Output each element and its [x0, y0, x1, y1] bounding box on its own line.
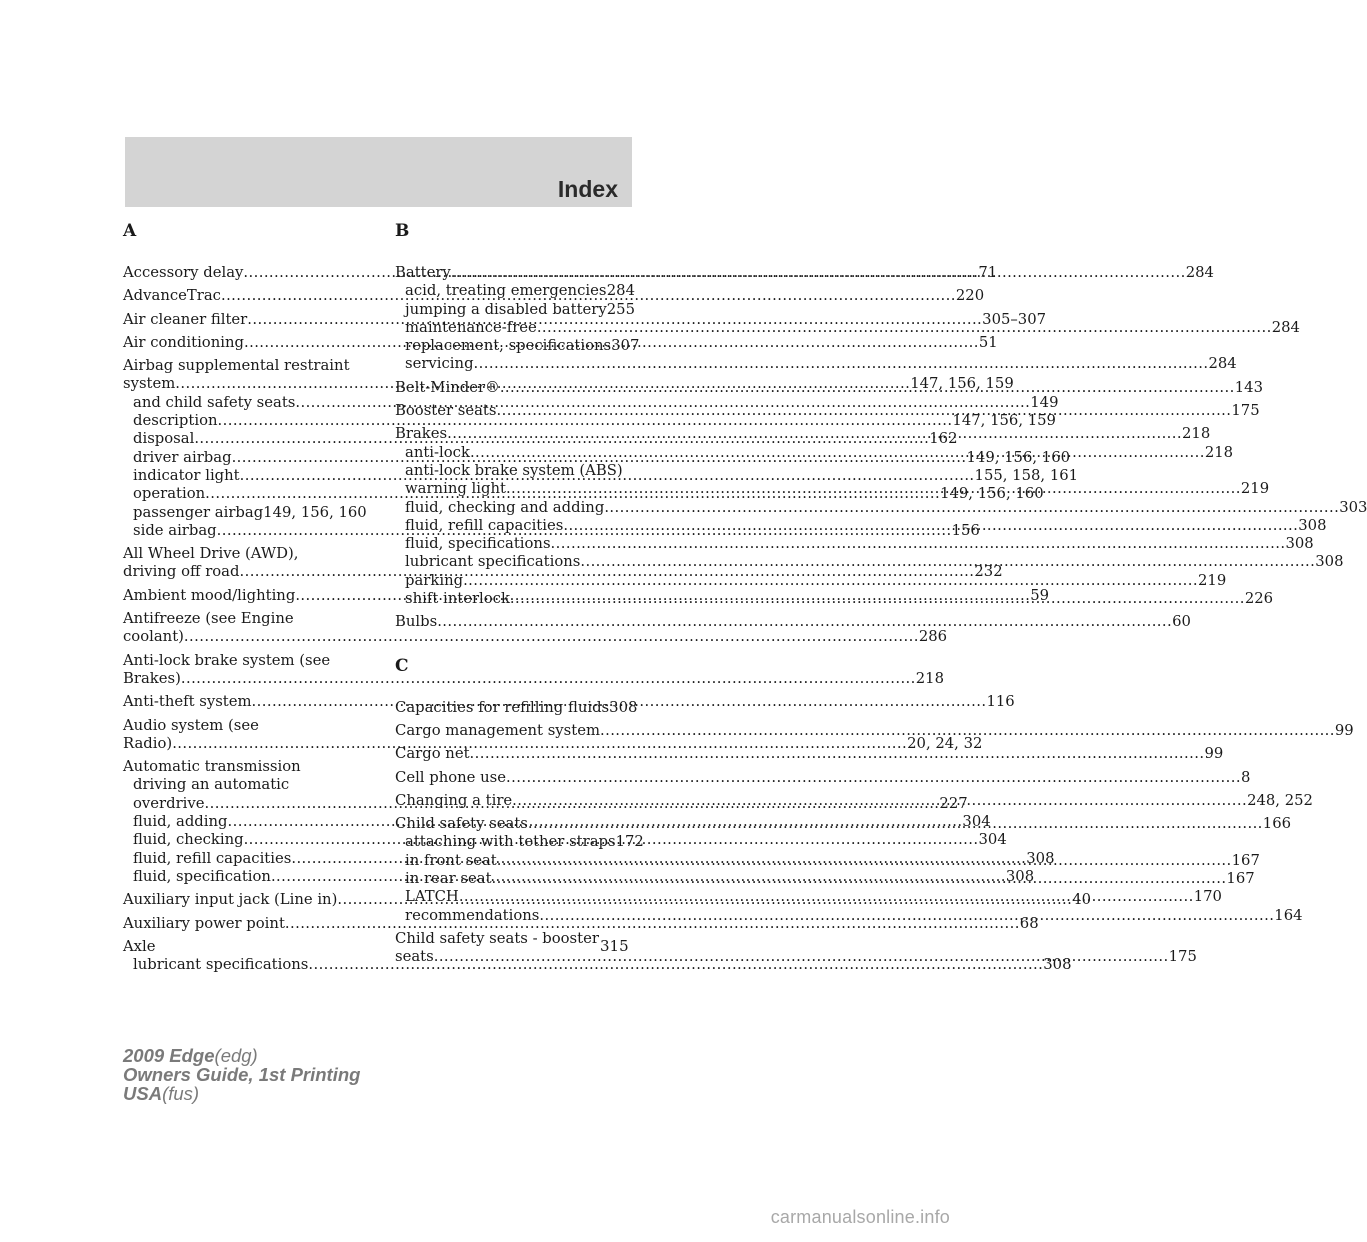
page-reference[interactable]: 147, 156, 159	[952, 412, 1056, 430]
page-reference[interactable]: 71	[978, 264, 998, 281]
page-reference[interactable]: 219	[1240, 480, 1270, 498]
entry-text: fluid, checking	[133, 831, 244, 849]
page-reference[interactable]: 305–307	[982, 310, 1047, 328]
entry-text: Axle	[123, 937, 156, 955]
section-letter: A	[123, 221, 137, 241]
page-reference[interactable]: 308	[1043, 956, 1072, 974]
entry-text: Booster seats	[395, 402, 497, 420]
entry-text: fluid, adding	[133, 813, 228, 831]
page-reference[interactable]: 116	[986, 693, 1015, 711]
footer-market: USA	[123, 1083, 163, 1104]
page-reference[interactable]: 308	[1298, 516, 1327, 534]
page-reference[interactable]: 143	[1234, 378, 1263, 396]
page-reference[interactable]: 149, 156, 160	[940, 485, 1044, 503]
entry-text: attaching with tether straps	[405, 833, 616, 851]
entry-text: Brakes	[395, 425, 448, 443]
page-reference[interactable]: 308	[1315, 553, 1344, 571]
page-reference[interactable]: 220	[955, 287, 985, 305]
dot-leader	[580, 553, 1315, 571]
page-reference[interactable]: 308	[609, 698, 638, 716]
entry-text: overdrive	[133, 794, 205, 812]
page-reference[interactable]: 284	[606, 282, 635, 300]
watermark: carmanualsonline.info	[770, 1207, 950, 1227]
entry-text: Cell phone use	[395, 768, 507, 786]
page-reference[interactable]: 149	[1030, 393, 1059, 411]
dot-leader	[539, 907, 1274, 925]
page-reference[interactable]: 255	[606, 300, 635, 318]
index-subentry[interactable]	[395, 355, 1237, 373]
page-reference[interactable]: 218	[915, 669, 945, 687]
index-line	[123, 652, 363, 670]
entry-text: LATCH	[405, 888, 459, 906]
entry-text: shift interlock	[405, 590, 510, 608]
index-subentry[interactable]	[123, 503, 367, 522]
index-subentry[interactable]	[395, 498, 1367, 517]
entry-text: acid, treating emergencies	[405, 282, 607, 300]
entry-text: in rear seat	[405, 870, 492, 888]
entry-text: Air cleaner filter	[123, 310, 248, 328]
entry-text: Anti-lock brake system (see	[123, 651, 331, 669]
entry-text: fluid, refill capacities	[133, 849, 292, 867]
dot-leader	[463, 572, 1198, 590]
index-subentry[interactable]	[123, 412, 1056, 430]
entry-text: replacement, specifications	[405, 337, 612, 355]
entry-text: recommendations	[405, 906, 540, 924]
dot-leader	[510, 590, 1245, 608]
footer-market-code: (fus)	[162, 1083, 200, 1104]
dot-leader	[563, 517, 1298, 535]
entry-text: parking	[405, 571, 464, 589]
index-subentry[interactable]	[395, 535, 1314, 553]
page-reference[interactable]: 218	[1204, 443, 1234, 461]
page-reference[interactable]: 304	[978, 831, 1007, 849]
index-line	[123, 545, 363, 563]
entry-text: warning light	[405, 480, 506, 498]
index-entry	[395, 768, 1251, 787]
entry-text: servicing	[405, 355, 474, 373]
index-line	[123, 758, 363, 776]
page-reference[interactable]: 248, 252	[1247, 791, 1313, 809]
section-gap	[395, 637, 635, 657]
page-number: 315	[600, 937, 629, 955]
page-reference[interactable]: 308	[1285, 535, 1314, 553]
page-reference[interactable]: 167	[1231, 851, 1260, 869]
page-reference[interactable]: 218	[1182, 425, 1211, 443]
header-band	[125, 137, 632, 207]
entry-text: Battery	[395, 264, 451, 281]
index-line	[123, 938, 363, 956]
page-reference[interactable]: 284	[1185, 264, 1214, 281]
entry-text: Belt-Minder®	[395, 378, 500, 396]
page-reference[interactable]: 219	[1197, 571, 1227, 589]
page-reference[interactable]: 284	[1208, 355, 1237, 373]
entry-text: Airbag supplemental restraint	[123, 357, 350, 375]
entry-text: Child safety seats - booster	[395, 929, 599, 947]
page-reference[interactable]: 307	[611, 337, 640, 355]
page-reference[interactable]: 175	[1231, 402, 1260, 420]
entry-text: AdvanceTrac	[123, 287, 221, 305]
index-subentry[interactable]	[395, 553, 1344, 571]
dot-leader	[474, 355, 1209, 373]
entry-text: disposal	[133, 430, 195, 448]
index-entry	[395, 745, 1224, 763]
entry-text: Auxiliary input jack (Line in)	[123, 891, 338, 909]
entry-text: description	[133, 412, 218, 430]
page-reference[interactable]: 147, 156, 159	[910, 375, 1014, 393]
entry-text: Bulbs	[395, 613, 438, 631]
entry-text: seats	[395, 948, 434, 966]
index-line[interactable]	[395, 698, 638, 717]
index-line[interactable]	[395, 613, 1191, 631]
entry-text: Child safety seats	[395, 815, 528, 833]
index-subentry	[395, 462, 635, 480]
dot-leader	[470, 745, 1205, 763]
entry-text: and child safety seats	[133, 393, 296, 411]
page-reference[interactable]: 172	[615, 833, 644, 851]
dot-leader	[512, 792, 1247, 810]
index-line[interactable]	[395, 721, 1354, 740]
page-reference[interactable]: 40	[1072, 891, 1092, 909]
entry-text: Anti-theft system	[123, 693, 252, 711]
page-reference[interactable]: 99	[1334, 721, 1354, 739]
section-letter: B	[395, 221, 410, 241]
entry-text: passenger airbag	[133, 503, 264, 521]
index-entry	[395, 698, 638, 717]
dot-leader	[528, 815, 1263, 833]
dot-leader	[437, 613, 1172, 631]
dot-leader	[506, 769, 1241, 787]
page-reference[interactable]: 99	[1204, 745, 1224, 763]
index-line	[123, 610, 363, 628]
page-reference[interactable]: 59	[1030, 586, 1050, 604]
dot-leader	[506, 480, 1241, 498]
entry-text: lubricant specifications	[133, 956, 309, 974]
entry-text: system	[123, 375, 176, 393]
page-title: Index	[557, 176, 618, 202]
page-reference[interactable]: 170	[1193, 888, 1222, 906]
dot-leader	[470, 444, 1205, 462]
entry-text: Ambient mood/lighting	[123, 586, 296, 604]
entry-text: driving an automatic	[133, 776, 290, 794]
page-reference[interactable]: 284	[1271, 318, 1300, 336]
dot-leader	[537, 319, 1272, 337]
page-reference[interactable]: 226	[1244, 590, 1274, 608]
index-line	[123, 717, 363, 735]
dot-leader	[459, 888, 1194, 906]
page-reference[interactable]: 232	[974, 563, 1003, 581]
entry-text: indicator light	[133, 466, 240, 484]
index-entry	[395, 613, 1191, 631]
index-line[interactable]	[395, 768, 1251, 787]
index-subentry	[123, 776, 363, 794]
page-reference[interactable]: 8	[1240, 768, 1251, 786]
page-reference[interactable]: 286	[918, 628, 948, 646]
entry-text: coolant)	[123, 628, 184, 646]
entry-text: Capacities for refilling fluids	[395, 698, 610, 716]
entry-text: maintenance-free	[405, 318, 537, 336]
page-reference[interactable]: 149, 156, 160	[966, 448, 1071, 466]
entry-text: jumping a disabled battery	[405, 300, 607, 318]
entry-text: lubricant specifications	[405, 553, 581, 571]
entry-text: All Wheel Drive (AWD),	[123, 545, 299, 563]
index-entry	[123, 651, 945, 689]
page-reference[interactable]: 166	[1262, 815, 1292, 833]
entry-text: anti-lock	[405, 443, 470, 461]
index-line	[123, 357, 363, 375]
entry-text: Antifreeze (see Engine	[123, 610, 294, 628]
entry-text: in front seat	[405, 851, 497, 869]
entry-text: Cargo management system	[395, 721, 600, 739]
dot-leader	[500, 379, 1235, 397]
entry-text: Accessory delay	[123, 264, 244, 281]
index-line[interactable]	[395, 745, 1224, 763]
index-subentry[interactable]	[395, 337, 640, 355]
page-reference[interactable]: 155, 158, 161	[974, 466, 1079, 484]
page-reference[interactable]: 68	[1019, 914, 1039, 932]
page-reference[interactable]: 308	[1005, 867, 1035, 885]
index-entry	[395, 721, 1354, 740]
page-reference[interactable]: 304	[962, 813, 991, 831]
page-reference[interactable]: 60	[1172, 613, 1191, 631]
entry-text: fluid, checking and adding	[405, 498, 605, 516]
index-subentry[interactable]	[395, 833, 644, 851]
print-footer	[123, 1046, 360, 1103]
dot-leader	[447, 425, 1182, 443]
entry-text: anti-lock brake system (ABS)	[405, 461, 623, 479]
index-subentry[interactable]	[395, 301, 635, 319]
index-subentry[interactable]	[395, 282, 635, 300]
entry-text: driver airbag	[133, 448, 232, 466]
entry-text: Brakes)	[123, 669, 181, 687]
entry-text: driving off road	[123, 563, 240, 581]
dot-leader	[497, 849, 1232, 870]
footer-guide: Owners Guide, 1st Printing	[123, 1064, 361, 1085]
entry-text: operation	[133, 485, 206, 503]
dot-leader	[434, 948, 1169, 966]
entry-text: Auxiliary power point	[123, 914, 285, 932]
entry-text: fluid, specification	[133, 867, 271, 885]
page-reference[interactable]: 175	[1168, 948, 1197, 966]
dot-leader	[492, 867, 1227, 888]
footer-model-code: (edg)	[214, 1045, 258, 1066]
index-line[interactable]	[123, 628, 948, 646]
page-reference[interactable]: 308	[1026, 849, 1055, 867]
index-line[interactable]	[123, 669, 945, 688]
section-letter: C	[395, 655, 409, 676]
entry-text: Cargo net	[395, 745, 470, 763]
page-reference[interactable]: 167	[1226, 870, 1255, 888]
entry-text: fluid, refill capacities	[405, 516, 564, 534]
dot-leader	[451, 264, 1186, 282]
page-reference[interactable]: 20, 24, 32	[907, 734, 983, 752]
entry-text: Automatic transmission	[123, 758, 301, 776]
index-line	[395, 930, 635, 948]
page-reference[interactable]: 51	[978, 333, 998, 351]
entry-text: fluid, specifications	[405, 535, 551, 553]
page-reference[interactable]: 303	[1339, 498, 1367, 516]
dot-leader	[551, 535, 1286, 553]
page-reference[interactable]: 156	[951, 521, 980, 539]
entry-text: Air conditioning	[123, 333, 244, 351]
dot-leader	[604, 499, 1339, 517]
entry-text: side airbag	[133, 521, 217, 539]
index-line[interactable]	[123, 734, 983, 753]
page-reference[interactable]: 227	[939, 794, 968, 812]
page-reference[interactable]: 149, 156, 160	[263, 503, 367, 521]
page-reference[interactable]: 164	[1274, 906, 1303, 924]
dot-leader	[496, 402, 1231, 420]
entry-text: Audio system (see	[123, 716, 259, 734]
entry-text: Changing a tire	[395, 791, 513, 809]
footer-model: 2009 Edge	[123, 1045, 215, 1066]
page-reference[interactable]: 162	[929, 430, 958, 448]
dot-leader	[600, 722, 1335, 740]
entry-text: Radio)	[123, 734, 173, 752]
